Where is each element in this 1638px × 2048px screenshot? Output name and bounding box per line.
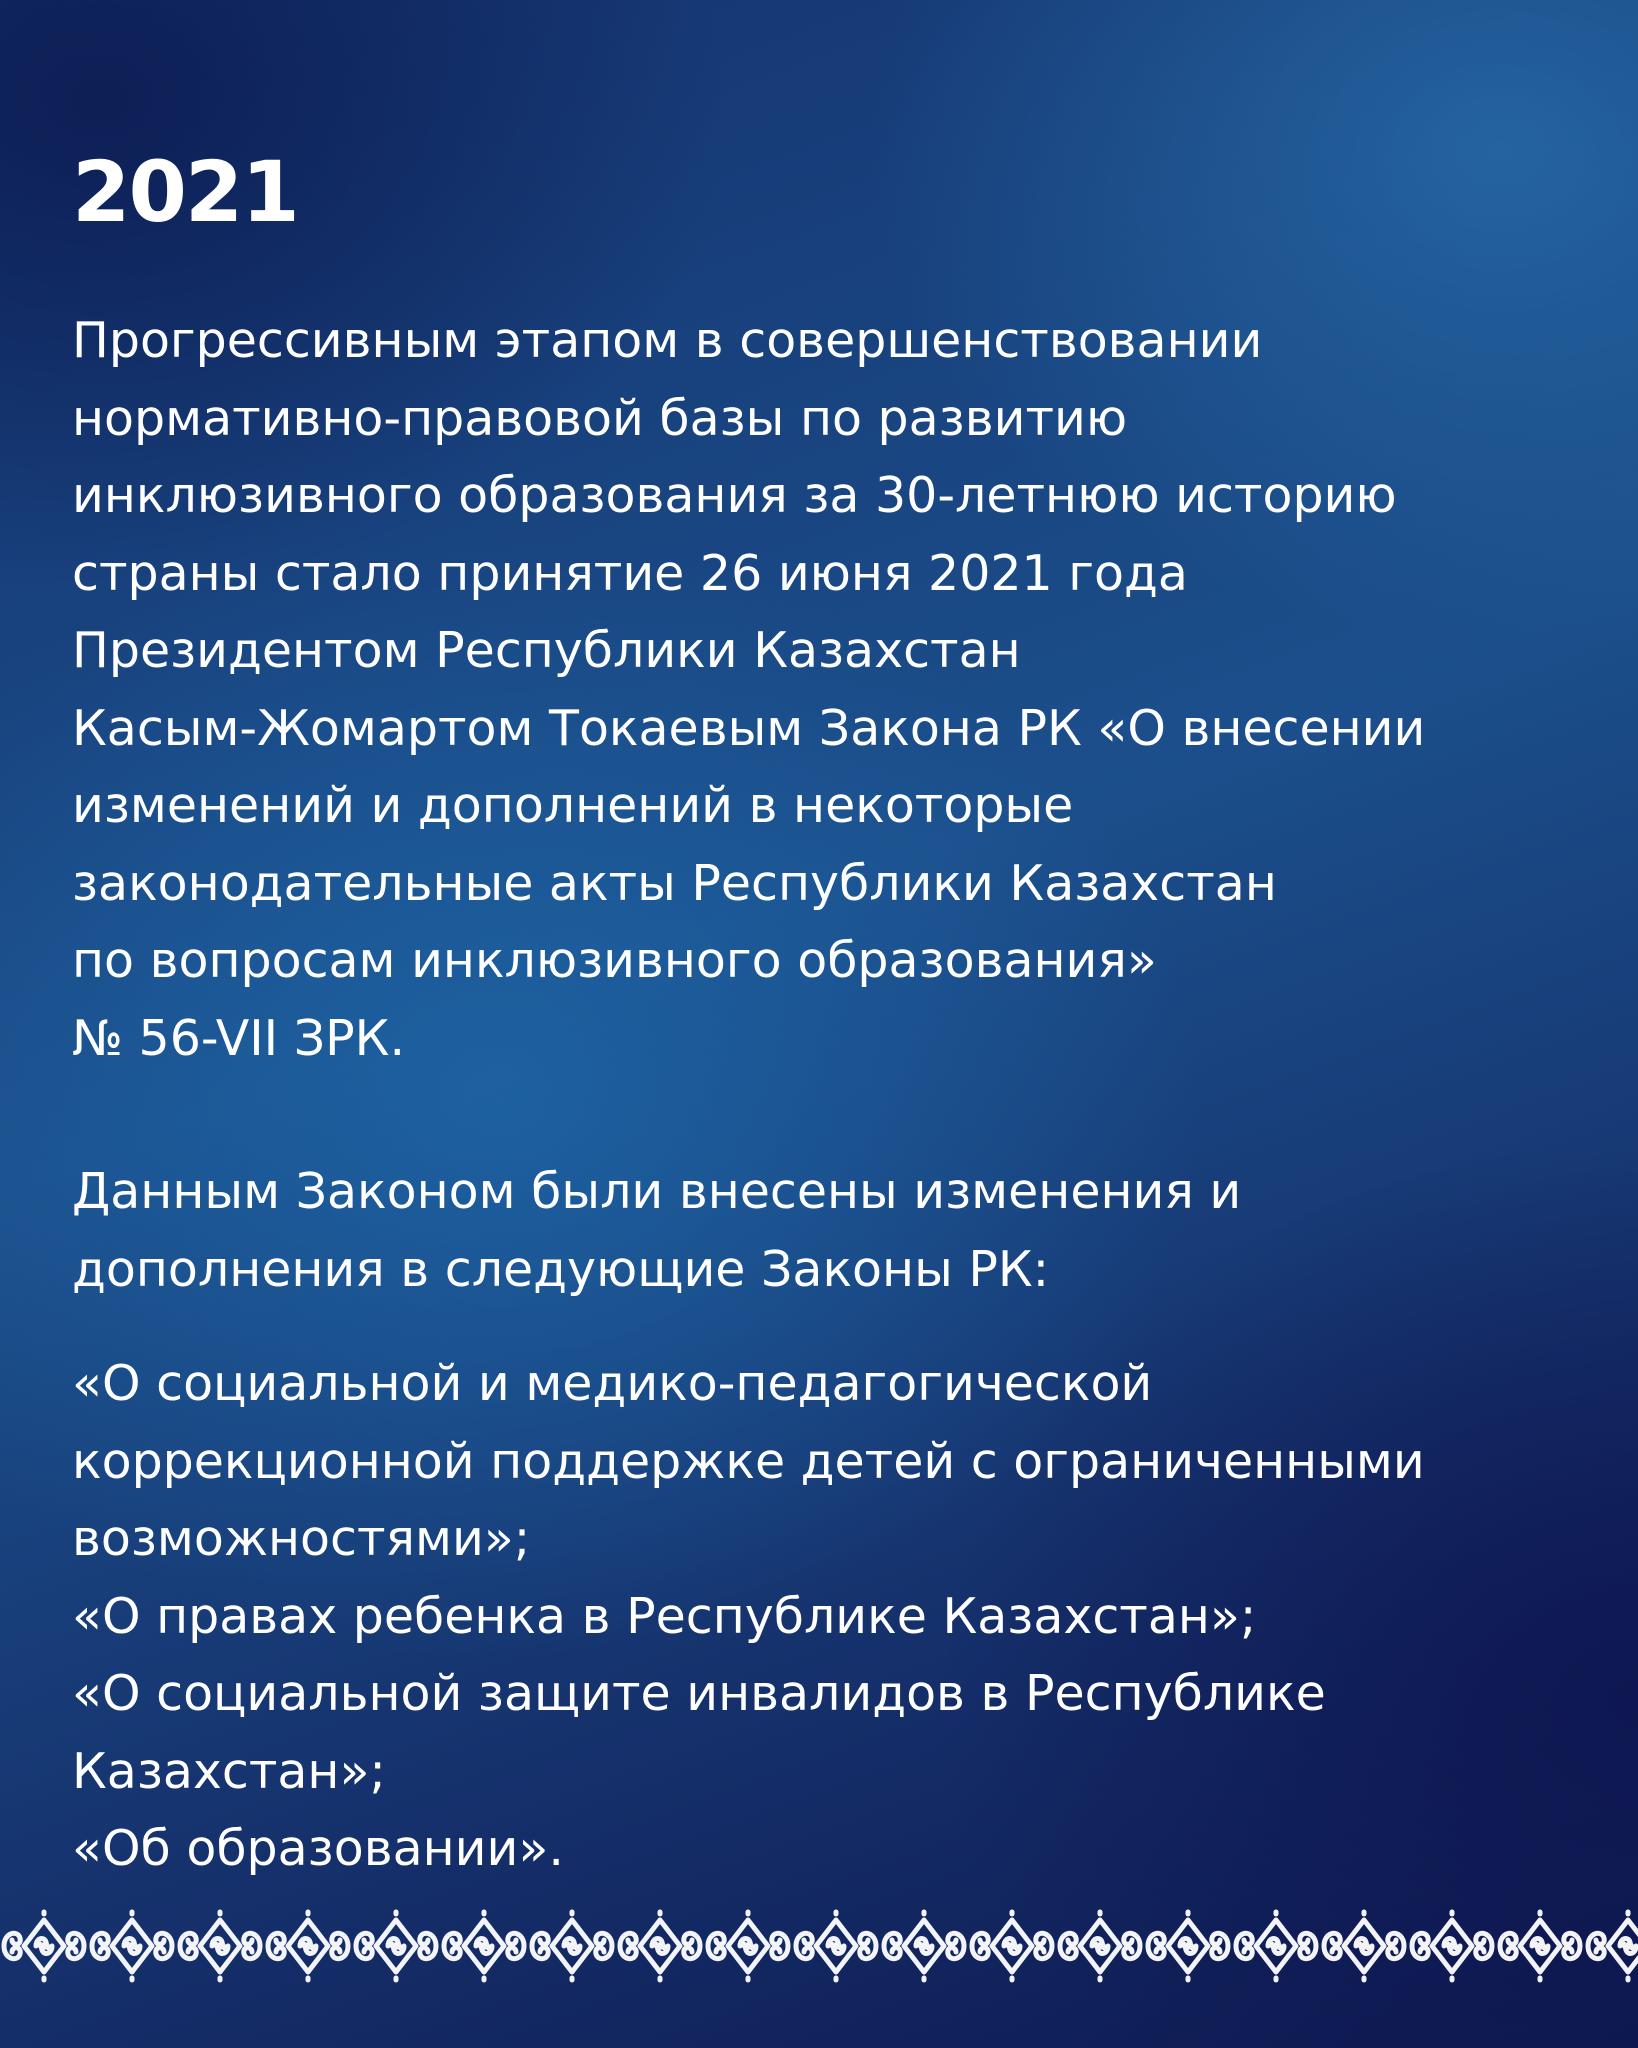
- text-line: № 56-VII ЗРК.: [72, 1009, 406, 1067]
- law-line: «О правах ребенка в Республике Казахстан»;: [72, 1587, 1257, 1645]
- law-line: «О социальной защите инвалидов в Республике: [72, 1665, 1326, 1722]
- text-line: дополнения в следующие Законы РК:: [72, 1240, 1050, 1298]
- year-heading: 2021: [72, 143, 298, 241]
- text-line: инклюзивного образования за 30-летнюю историю: [72, 467, 1397, 524]
- text-line: Касым-Жомартом Токаевым Закона РК «О внесении: [72, 699, 1426, 757]
- text-line: по вопросам инклюзивного образования»: [72, 932, 1157, 989]
- spacer: [72, 1308, 1592, 1345]
- law-line: коррекционной поддержке детей с ограниченными: [72, 1432, 1425, 1490]
- kazakh-ornament-border-icon: [0, 1908, 1638, 1984]
- law-line: «Об образовании».: [72, 1820, 564, 1877]
- text-line: изменений и дополнений в некоторые: [72, 777, 1074, 834]
- spacer: [72, 1077, 1592, 1153]
- text-line: Прогрессивным этапом в совершенствовании: [72, 312, 1263, 369]
- text-line: Данным Законом были внесены изменения и: [72, 1163, 1242, 1220]
- slide-content: [72, 143, 1592, 1888]
- law-line: «О социальной и медико-педагогической: [72, 1355, 1153, 1412]
- text-line: Президентом Республики Казахстан: [72, 622, 1021, 679]
- text-line: нормативно-правовой базы по развитию: [72, 389, 1128, 447]
- text-line: страны стало принятие 26 июня 2021 года: [72, 544, 1188, 602]
- laws-list: [72, 1345, 1592, 1888]
- text-line: законодательные акты Республики Казахстан: [72, 854, 1277, 912]
- intro-paragraph: [72, 302, 1592, 1077]
- law-line: Казахстан»;: [72, 1742, 386, 1800]
- law-line: возможностями»;: [72, 1510, 531, 1567]
- changes-paragraph: [72, 1153, 1592, 1308]
